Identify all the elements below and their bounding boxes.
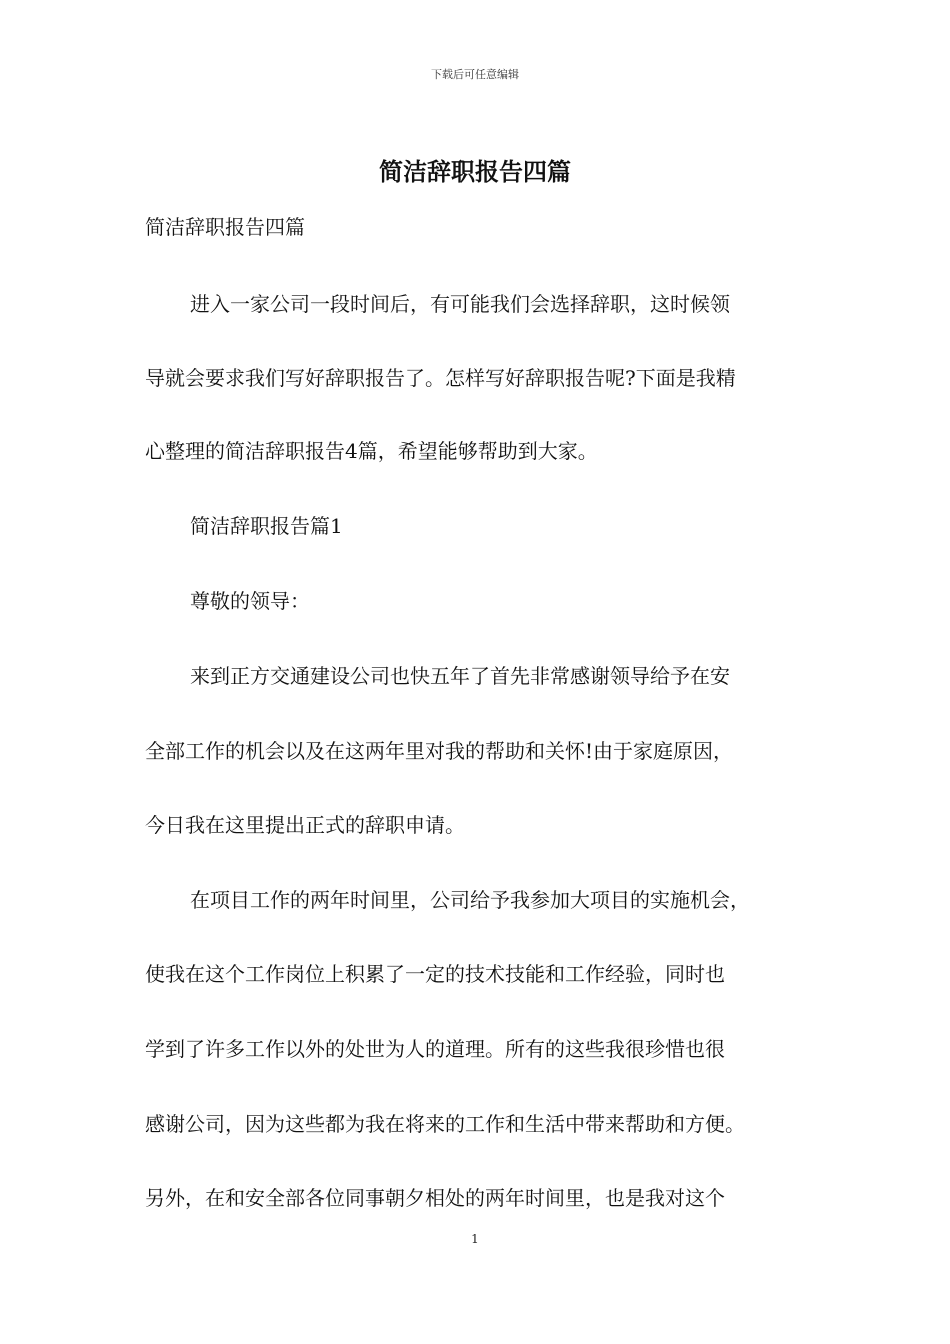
body-line: 全部工作的机会以及在这两年里对我的帮助和关怀!由于家庭原因，: [145, 739, 734, 763]
body-line: 心整理的简洁辞职报告4篇，希望能够帮助到大家。: [145, 439, 598, 463]
section-heading: 简洁辞职报告篇1: [190, 514, 343, 538]
body-line: 在项目工作的两年时间里，公司给予我参加大项目的实施机会，: [190, 888, 750, 912]
page-number: 1: [471, 1232, 479, 1246]
body-line: 今日我在这里提出正式的辞职申请。: [145, 813, 465, 837]
body-line: 来到正方交通建设公司也快五年了首先非常感谢领导给予在安: [190, 664, 730, 688]
body-line: 学到了许多工作以外的处世为人的道理。所有的这些我很珍惜也很: [145, 1037, 725, 1061]
body-line: 使我在这个工作岗位上积累了一定的技术技能和工作经验，同时也: [145, 962, 725, 986]
header-note: 下载后可任意编辑: [431, 68, 519, 81]
document-title: 简洁辞职报告四篇: [379, 157, 571, 186]
body-line: 感谢公司，因为这些都为我在将来的工作和生活中带来帮助和方便。: [145, 1112, 745, 1136]
document-subtitle: 简洁辞职报告四篇: [145, 215, 305, 239]
salutation: 尊敬的领导：: [190, 589, 310, 613]
body-line: 导就会要求我们写好辞职报告了。怎样写好辞职报告呢?下面是我精: [145, 366, 736, 390]
body-line: 进入一家公司一段时间后，有可能我们会选择辞职，这时候领: [190, 292, 730, 316]
body-line: 另外，在和安全部各位同事朝夕相处的两年时间里，也是我对这个: [145, 1186, 725, 1210]
